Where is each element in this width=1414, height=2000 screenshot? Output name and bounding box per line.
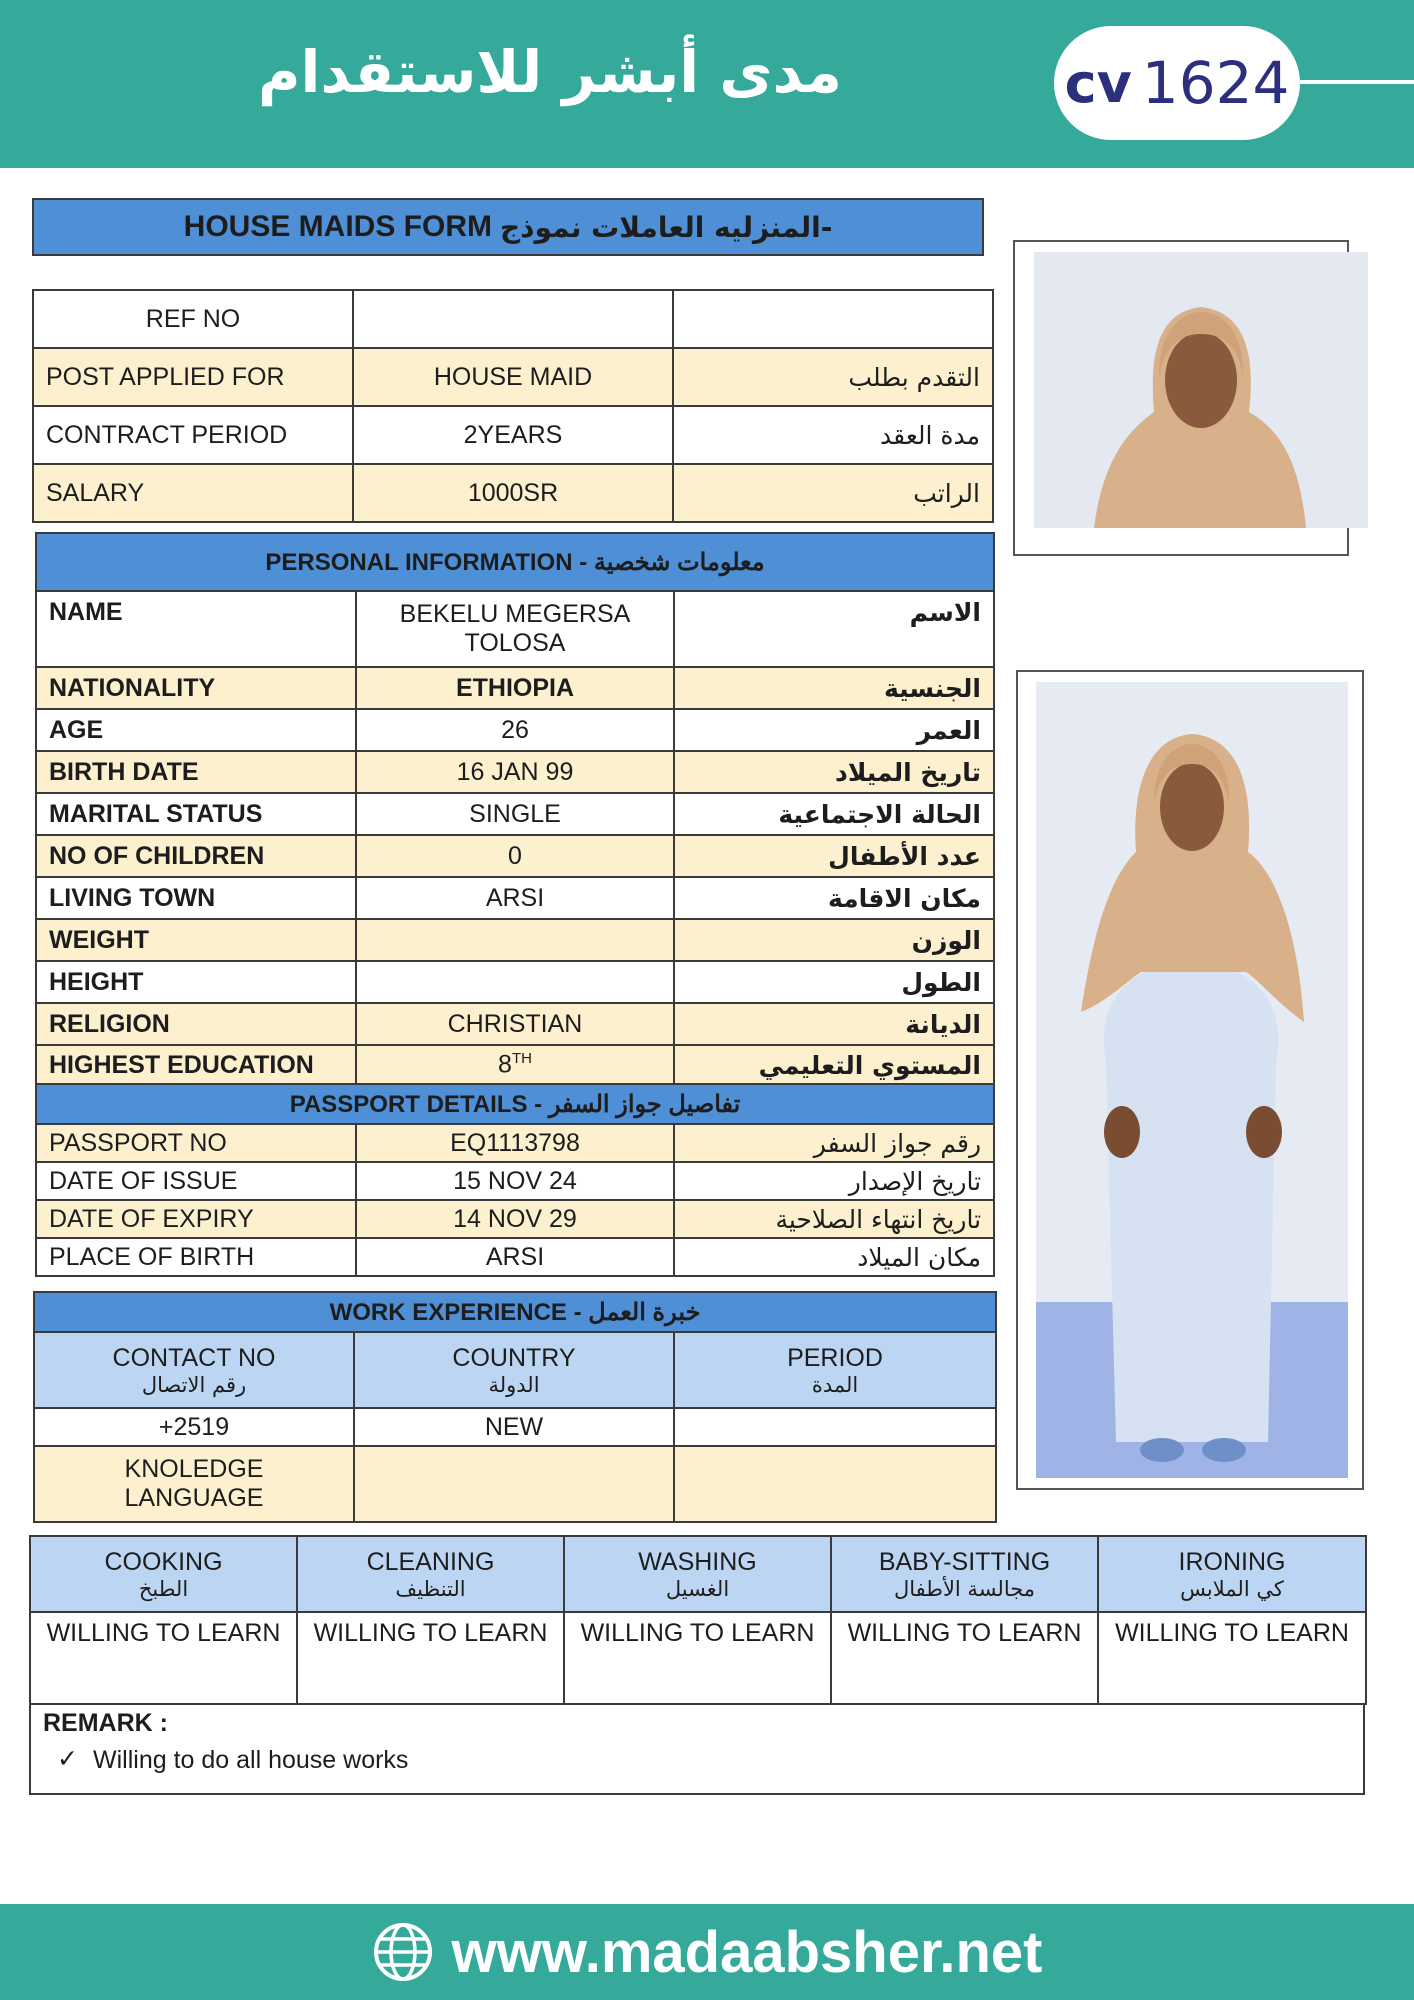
table-row <box>36 1003 994 1045</box>
contact-col-ar: رقم الاتصال <box>141 1372 247 1397</box>
country-value: NEW <box>354 1408 674 1446</box>
children-ar: عدد الأطفال <box>674 835 994 877</box>
skill-ironing-en: IRONING <box>1178 1547 1286 1576</box>
education-suffix: TH <box>511 1050 532 1068</box>
table-row <box>34 1408 996 1446</box>
passport-no-label: PASSPORT NO <box>36 1124 356 1162</box>
table-row <box>36 1238 994 1276</box>
skill-ironing-ar: كي الملابس <box>1180 1576 1284 1601</box>
passport-table <box>35 1083 995 1277</box>
skill-cooking-ar: الطبخ <box>138 1576 189 1601</box>
remark-label: REMARK : <box>43 1709 168 1737</box>
remark-item <box>43 1746 1351 1775</box>
table-row <box>36 667 994 709</box>
weight-value <box>356 919 674 961</box>
portrait-photo <box>1034 252 1368 528</box>
table-row <box>36 1124 994 1162</box>
personal-heading: PERSONAL INFORMATION - معلومات شخصية <box>36 533 994 591</box>
living-town-label: LIVING TOWN <box>36 877 356 919</box>
website-url[interactable]: www.madaabsher.net <box>451 1919 1043 1985</box>
passport-heading-row <box>36 1084 994 1124</box>
table-row <box>36 751 994 793</box>
skill-washing-header <box>564 1536 831 1612</box>
weight-ar: الوزن <box>674 919 994 961</box>
salary-label: SALARY <box>33 464 353 522</box>
children-label: NO OF CHILDREN <box>36 835 356 877</box>
contract-value: 2YEARS <box>353 406 673 464</box>
post-label: POST APPLIED FOR <box>33 348 353 406</box>
table-row <box>33 348 993 406</box>
table-row <box>36 709 994 751</box>
table-row <box>34 1446 996 1522</box>
skill-cleaning-en: CLEANING <box>366 1547 495 1576</box>
expiry-date-value: 14 NOV 29 <box>356 1200 674 1238</box>
country-col-ar: الدولة <box>488 1372 540 1397</box>
education-number: 8 <box>498 1050 512 1079</box>
language-line: LANGUAGE <box>124 1484 264 1512</box>
living-town-value: ARSI <box>356 877 674 919</box>
ref-no-value <box>353 290 673 348</box>
skill-babysitting-en: BABY-SITTING <box>878 1547 1051 1576</box>
marital-ar: الحالة الاجتماعية <box>674 793 994 835</box>
globe-icon <box>372 1921 434 1983</box>
work-heading: WORK EXPERIENCE - خبرة العمل <box>34 1292 996 1332</box>
period-col-header <box>674 1332 996 1408</box>
website-footer[interactable] <box>0 1904 1414 2000</box>
country-col-header <box>354 1332 674 1408</box>
skill-cleaning-header <box>297 1536 564 1612</box>
expiry-date-ar: تاريخ انتهاء الصلاحية <box>674 1200 994 1238</box>
knowledge-value <box>354 1446 674 1522</box>
country-col-en: COUNTRY <box>452 1343 576 1372</box>
cv-badge <box>1054 26 1300 140</box>
weight-label: WEIGHT <box>36 919 356 961</box>
skill-babysitting-value: WILLING TO LEARN <box>831 1612 1098 1704</box>
marital-value: SINGLE <box>356 793 674 835</box>
skill-babysitting-ar: مجالسة الأطفال <box>893 1576 1036 1601</box>
period-col-ar: المدة <box>811 1372 859 1397</box>
skill-babysitting-header <box>831 1536 1098 1612</box>
skill-cooking-header <box>30 1536 297 1612</box>
ref-no-ar <box>673 290 993 348</box>
knowledge-extra <box>674 1446 996 1522</box>
religion-ar: الديانة <box>674 1003 994 1045</box>
skills-header-row <box>30 1536 1366 1612</box>
height-ar: الطول <box>674 961 994 1003</box>
skill-washing-value: WILLING TO LEARN <box>564 1612 831 1704</box>
education-ar: المستوي التعليمي <box>674 1045 994 1085</box>
age-value: 26 <box>356 709 674 751</box>
skill-cooking-value: WILLING TO LEARN <box>30 1612 297 1704</box>
education-value <box>356 1045 674 1085</box>
table-row <box>36 961 994 1003</box>
table-row <box>36 919 994 961</box>
table-row <box>36 835 994 877</box>
birth-date-ar: تاريخ الميلاد <box>674 751 994 793</box>
work-experience-table <box>33 1291 997 1523</box>
place-of-birth-value: ARSI <box>356 1238 674 1276</box>
form-title-en: HOUSE MAIDS FORM <box>183 210 492 243</box>
marital-label: MARITAL STATUS <box>36 793 356 835</box>
table-row <box>34 1332 996 1408</box>
salary-ar: الراتب <box>673 464 993 522</box>
skills-value-row <box>30 1612 1366 1704</box>
knowledge-language-label <box>34 1446 354 1522</box>
portrait-illustration <box>1034 252 1368 528</box>
form-title-ar: المنزليه العاملات نموذج- <box>500 210 833 244</box>
cv-number: 1624 <box>1141 49 1290 117</box>
table-row <box>36 1200 994 1238</box>
contact-value: +2519 <box>34 1408 354 1446</box>
issue-date-ar: تاريخ الإصدار <box>674 1162 994 1200</box>
table-row <box>36 1045 994 1085</box>
salary-value: 1000SR <box>353 464 673 522</box>
birth-date-label: BIRTH DATE <box>36 751 356 793</box>
skill-washing-ar: الغسيل <box>665 1576 730 1601</box>
header-line <box>1300 80 1414 84</box>
passport-no-ar: رقم جواز السفر <box>674 1124 994 1162</box>
ref-no-label: REF NO <box>33 290 353 348</box>
skill-ironing-value: WILLING TO LEARN <box>1098 1612 1366 1704</box>
expiry-date-label: DATE OF EXPIRY <box>36 1200 356 1238</box>
name-label: NAME <box>36 591 356 667</box>
skills-table <box>29 1535 1367 1705</box>
skill-cleaning-ar: التنظيف <box>395 1576 466 1601</box>
contact-col-en: CONTACT NO <box>112 1343 276 1372</box>
post-value: HOUSE MAID <box>353 348 673 406</box>
table-row <box>33 464 993 522</box>
skill-cooking-en: COOKING <box>104 1547 223 1576</box>
skill-washing-en: WASHING <box>638 1547 757 1576</box>
contact-col-header <box>34 1332 354 1408</box>
contract-label: CONTRACT PERIOD <box>33 406 353 464</box>
education-label: HIGHEST EDUCATION <box>36 1045 356 1085</box>
children-value: 0 <box>356 835 674 877</box>
religion-value: CHRISTIAN <box>356 1003 674 1045</box>
personal-heading-row <box>36 533 994 591</box>
place-of-birth-ar: مكان الميلاد <box>674 1238 994 1276</box>
knowledge-line: KNOLEDGE <box>124 1455 264 1483</box>
summary-table <box>32 289 994 523</box>
age-ar: العمر <box>674 709 994 751</box>
period-col-en: PERIOD <box>787 1343 883 1372</box>
contract-ar: مدة العقد <box>673 406 993 464</box>
form-title <box>32 198 984 256</box>
cv-label: cv <box>1064 51 1132 115</box>
table-row <box>33 290 993 348</box>
skill-ironing-header <box>1098 1536 1366 1612</box>
issue-date-value: 15 NOV 24 <box>356 1162 674 1200</box>
height-label: HEIGHT <box>36 961 356 1003</box>
living-town-ar: مكان الاقامة <box>674 877 994 919</box>
birth-date-value: 16 JAN 99 <box>356 751 674 793</box>
place-of-birth-label: PLACE OF BIRTH <box>36 1238 356 1276</box>
nationality-ar: الجنسية <box>674 667 994 709</box>
skill-cleaning-value: WILLING TO LEARN <box>297 1612 564 1704</box>
height-value <box>356 961 674 1003</box>
passport-no-value: EQ1113798 <box>356 1124 674 1162</box>
religion-label: RELIGION <box>36 1003 356 1045</box>
name-ar: الاسم <box>674 591 994 667</box>
age-label: AGE <box>36 709 356 751</box>
table-row <box>36 877 994 919</box>
passport-heading: PASSPORT DETAILS - تفاصيل جواز السفر <box>36 1084 994 1124</box>
table-row <box>36 793 994 835</box>
nationality-label: NATIONALITY <box>36 667 356 709</box>
name-value: BEKELU MEGERSA TOLOSA <box>356 591 674 667</box>
table-row <box>36 1162 994 1200</box>
issue-date-label: DATE OF ISSUE <box>36 1162 356 1200</box>
nationality-value: ETHIOPIA <box>356 667 674 709</box>
period-value <box>674 1408 996 1446</box>
check-icon: ✓ <box>57 1744 78 1773</box>
post-ar: التقدم بطلب <box>673 348 993 406</box>
work-heading-row <box>34 1292 996 1332</box>
full-body-illustration <box>1036 682 1348 1478</box>
table-row <box>33 406 993 464</box>
table-row <box>36 591 994 667</box>
company-name: مدى أبشر للاستقدام <box>258 38 842 106</box>
full-body-photo <box>1036 682 1348 1478</box>
remark-box <box>29 1703 1365 1795</box>
remark-text: Willing to do all house works <box>93 1746 409 1774</box>
personal-info-table <box>35 532 995 1086</box>
